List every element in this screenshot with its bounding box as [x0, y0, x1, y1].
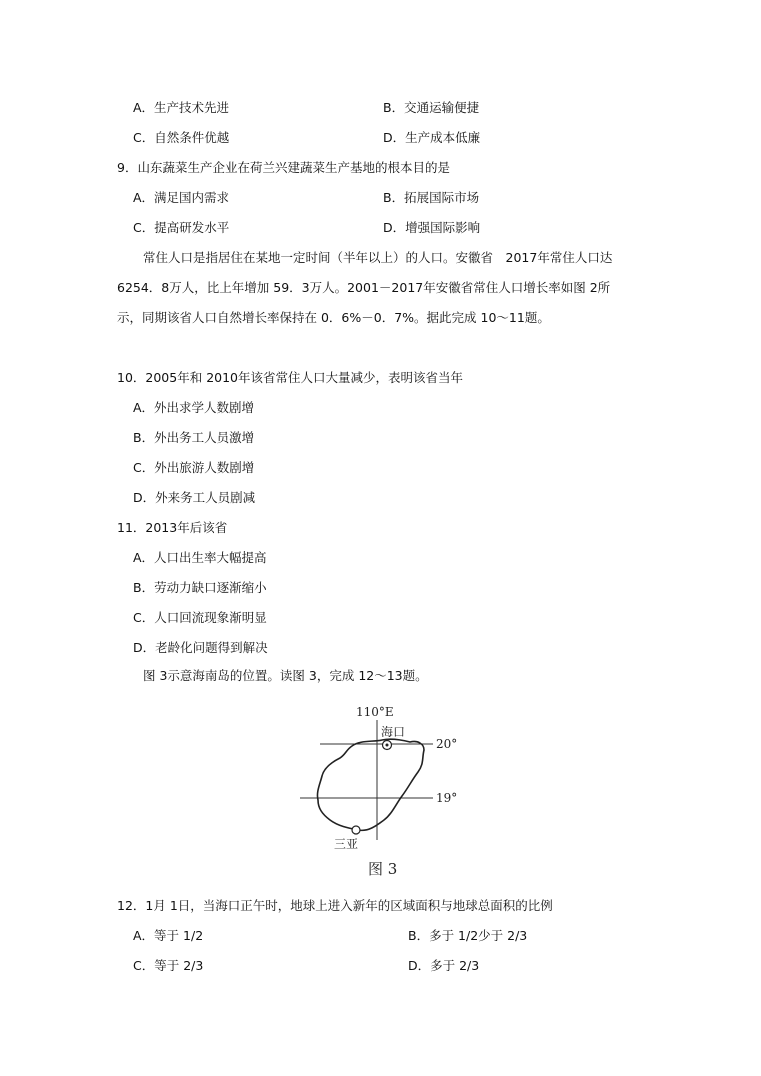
q12-option-a: A．等于 1/2: [133, 928, 204, 943]
figure-3-intro: 图 3示意海南岛的位置。读图 3，完成 12～13题。: [143, 668, 428, 683]
q12-option-c: C．等于 2/3: [133, 958, 204, 973]
meridian-label: 110°E: [356, 705, 394, 719]
q9-stem: 9．山东蔬菜生产企业在荷兰兴建蔬菜生产基地的根本目的是: [117, 160, 450, 175]
q8-option-d: D．生产成本低廉: [383, 130, 481, 145]
passage-line-1: 常住人口是指居住在某地一定时间（半年以上）的人口。安徽省 2017年常住人口达: [143, 250, 613, 265]
passage-line-3: 示，同期该省人口自然增长率保持在 0．6%－0．7%。据此完成 10～11题。: [117, 310, 550, 325]
q11-option-a: A．人口出生率大幅提高: [133, 550, 267, 565]
passage-line-2: 6254．8万人，比上年增加 59．3万人。2001－2017年安徽省常住人口增长率如图 2所: [117, 280, 611, 295]
q12-option-b: B．多于 1/2少于 2/3: [408, 928, 528, 943]
q10-option-a: A．外出求学人数剧增: [133, 400, 255, 415]
q8-option-a: A．生产技术先进: [133, 100, 230, 115]
q9-option-b: B．拓展国际市场: [383, 190, 480, 205]
q8-option-b: B．交通运输便捷: [383, 100, 480, 115]
q11-option-d: D．老龄化问题得到解决: [133, 640, 268, 655]
q9-option-c: C．提高研发水平: [133, 220, 230, 235]
q10-option-b: B．外出务工人员激增: [133, 430, 255, 445]
q9-option-a: A．满足国内需求: [133, 190, 230, 205]
sanya-marker: [352, 826, 360, 834]
lat-19-label: 19°: [436, 791, 458, 805]
lat-20-label: 20°: [436, 737, 458, 751]
q12-option-d: D．多于 2/3: [408, 958, 480, 973]
q8-option-c: C．自然条件优越: [133, 130, 230, 145]
haikou-marker-dot: [386, 744, 389, 747]
sanya-label: 三亚: [334, 837, 359, 851]
hainan-map: [290, 700, 480, 880]
haikou-label: 海口: [381, 725, 406, 739]
q10-option-c: C．外出旅游人数剧增: [133, 460, 255, 475]
q9-option-d: D．增强国际影响: [383, 220, 481, 235]
hainan-island-outline: [317, 739, 424, 830]
figure-caption: 图 3: [368, 860, 398, 878]
q10-stem: 10．2005年和 2010年该省常住人口大量减少，表明该省当年: [117, 370, 464, 385]
q10-option-d: D．外来务工人员剧减: [133, 490, 256, 505]
q11-option-b: B．劳动力缺口逐渐缩小: [133, 580, 267, 595]
q12-stem: 12．1月 1日，当海口正午时，地球上进入新年的区域面积与地球总面积的比例: [117, 898, 553, 913]
q11-option-c: C．人口回流现象渐明显: [133, 610, 267, 625]
q11-stem: 11．2013年后该省: [117, 520, 228, 535]
